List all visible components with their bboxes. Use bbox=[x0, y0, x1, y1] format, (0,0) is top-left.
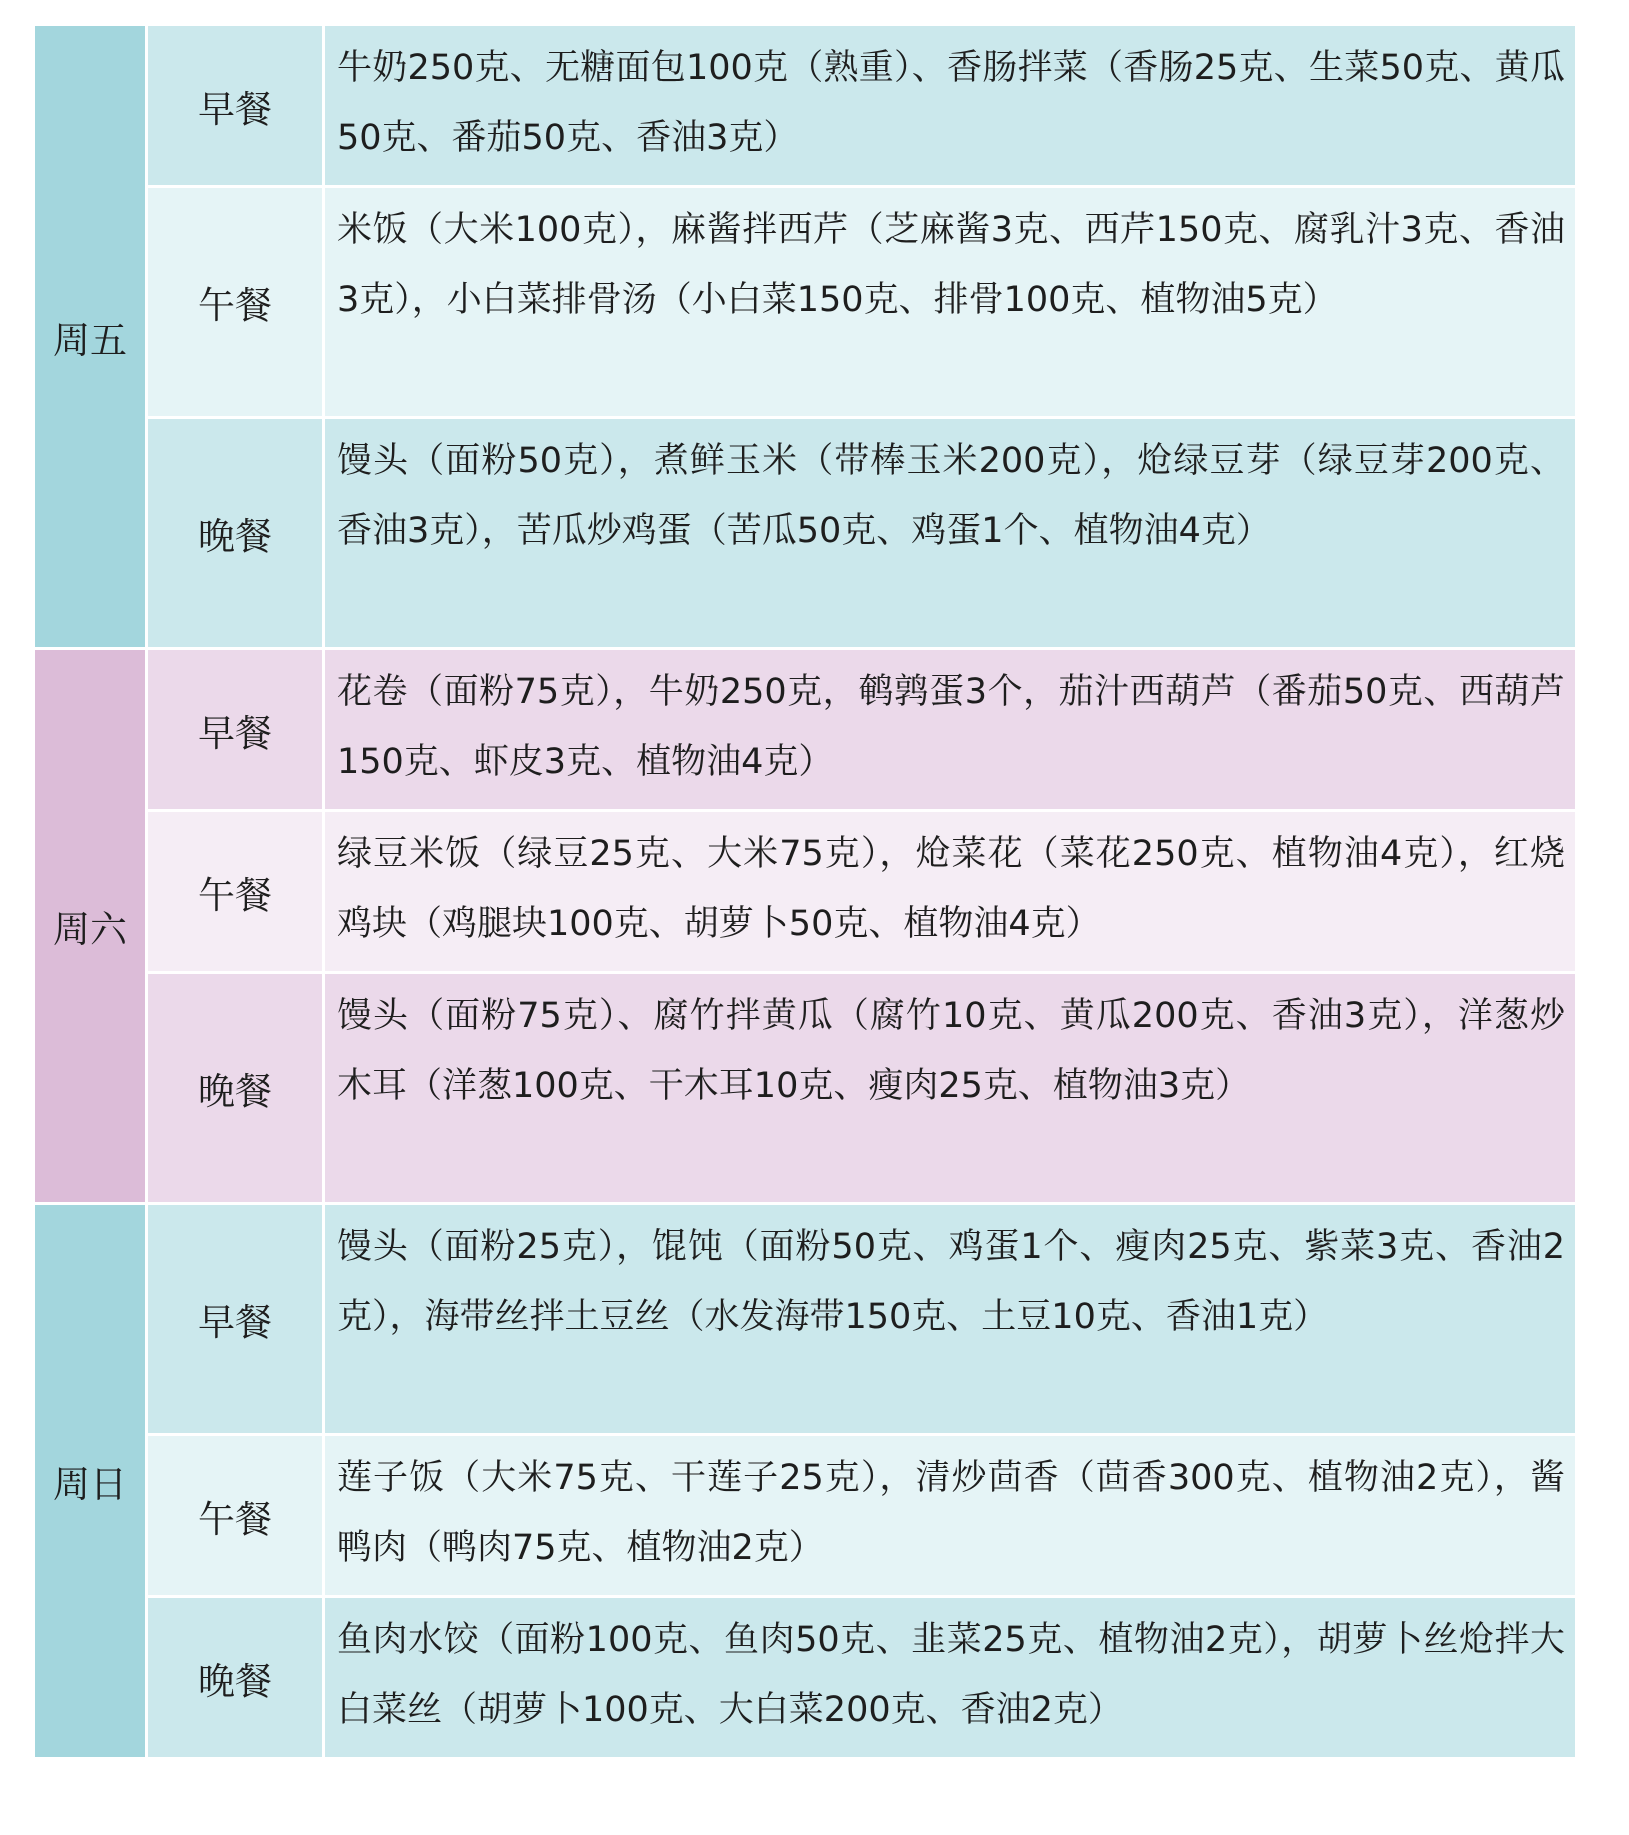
day-label: 周六 bbox=[34, 649, 147, 1204]
table-row bbox=[34, 418, 1577, 649]
meal-detail: 花卷（面粉75克），牛奶250克，鹌鹑蛋3个，茄汁西葫芦（番茄50克、西葫芦150克、虾皮3克、植物油4克） bbox=[324, 649, 1577, 811]
table-row bbox=[34, 25, 1577, 187]
meal-label: 午餐 bbox=[147, 811, 324, 973]
table-row bbox=[34, 649, 1577, 811]
meal-plan-table bbox=[32, 23, 1578, 1760]
day-label: 周日 bbox=[34, 1204, 147, 1759]
day-group-sunday bbox=[34, 1204, 1577, 1759]
table-row bbox=[34, 1204, 1577, 1435]
table-row bbox=[34, 973, 1577, 1204]
meal-label: 晚餐 bbox=[147, 1597, 324, 1759]
meal-detail: 绿豆米饭（绿豆25克、大米75克），炝菜花（菜花250克、植物油4克），红烧鸡块（鸡腿块100克、胡萝卜50克、植物油4克） bbox=[324, 811, 1577, 973]
table-row bbox=[34, 811, 1577, 973]
meal-label: 晚餐 bbox=[147, 418, 324, 649]
meal-label: 晚餐 bbox=[147, 973, 324, 1204]
meal-label: 早餐 bbox=[147, 25, 324, 187]
meal-label: 午餐 bbox=[147, 1435, 324, 1597]
day-label: 周五 bbox=[34, 25, 147, 649]
meal-label: 早餐 bbox=[147, 1204, 324, 1435]
table-row bbox=[34, 187, 1577, 418]
meal-detail: 莲子饭（大米75克、干莲子25克），清炒茴香（茴香300克、植物油2克），酱鸭肉（鸭肉75克、植物油2克） bbox=[324, 1435, 1577, 1597]
meal-detail: 鱼肉水饺（面粉100克、鱼肉50克、韭菜25克、植物油2克），胡萝卜丝炝拌大白菜丝（胡萝卜100克、大白菜200克、香油2克） bbox=[324, 1597, 1577, 1759]
meal-detail: 牛奶250克、无糖面包100克（熟重）、香肠拌菜（香肠25克、生菜50克、黄瓜50克、番茄50克、香油3克） bbox=[324, 25, 1577, 187]
day-group-saturday bbox=[34, 649, 1577, 1204]
meal-detail: 馒头（面粉25克），馄饨（面粉50克、鸡蛋1个、瘦肉25克、紫菜3克、香油2克），海带丝拌土豆丝（水发海带150克、土豆10克、香油1克） bbox=[324, 1204, 1577, 1435]
meal-label: 午餐 bbox=[147, 187, 324, 418]
meal-detail: 米饭（大米100克），麻酱拌西芹（芝麻酱3克、西芹150克、腐乳汁3克、香油3克），小白菜排骨汤（小白菜150克、排骨100克、植物油5克） bbox=[324, 187, 1577, 418]
table-row bbox=[34, 1597, 1577, 1759]
meal-detail: 馒头（面粉50克），煮鲜玉米（带棒玉米200克），炝绿豆芽（绿豆芽200克、香油3克），苦瓜炒鸡蛋（苦瓜50克、鸡蛋1个、植物油4克） bbox=[324, 418, 1577, 649]
meal-detail: 馒头（面粉75克）、腐竹拌黄瓜（腐竹10克、黄瓜200克、香油3克），洋葱炒木耳（洋葱100克、干木耳10克、瘦肉25克、植物油3克） bbox=[324, 973, 1577, 1204]
meal-label: 早餐 bbox=[147, 649, 324, 811]
day-group-friday bbox=[34, 25, 1577, 649]
table-row bbox=[34, 1435, 1577, 1597]
